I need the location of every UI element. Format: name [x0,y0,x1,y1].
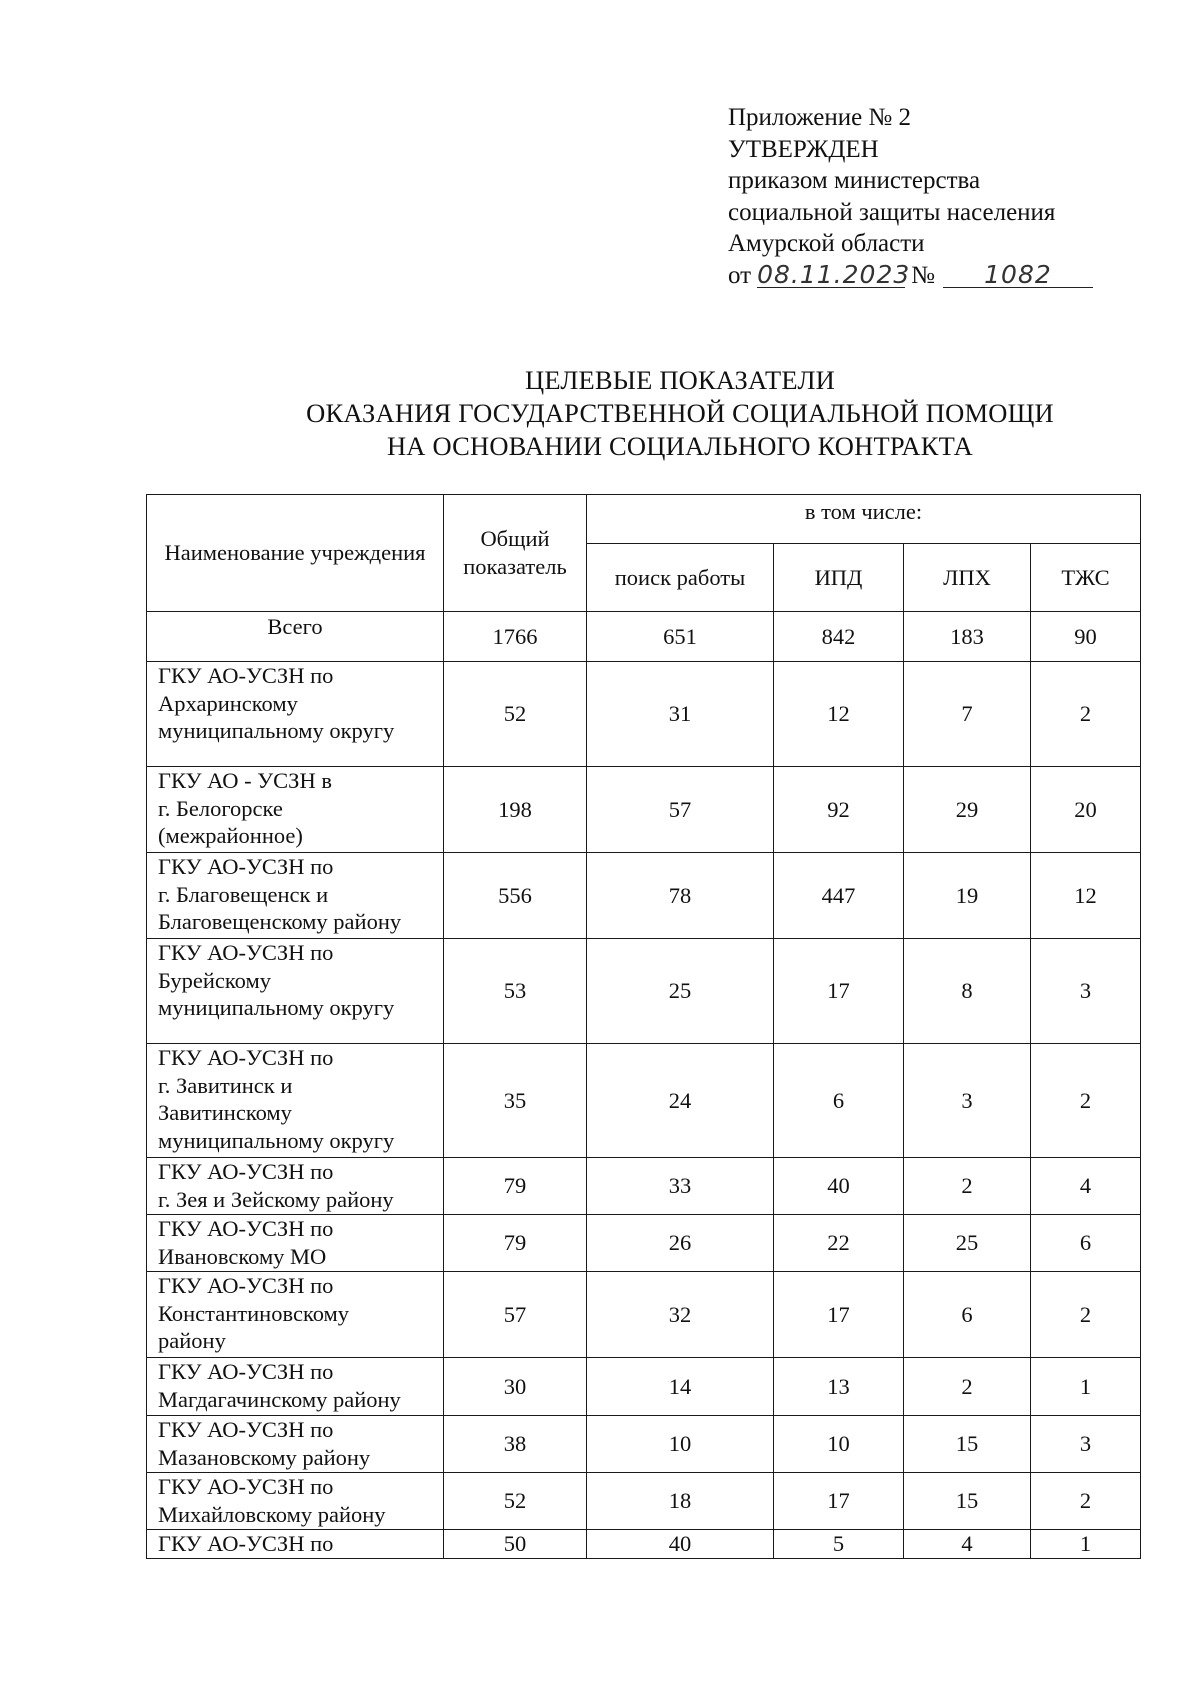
row-total: 198 [444,767,587,853]
handwritten-number: 1082 [943,263,1093,288]
header-total: Общий показатель [444,495,587,612]
row-ipd: 40 [774,1158,904,1215]
row-lph: 4 [904,1530,1031,1559]
order-line: приказом министерства [728,167,981,194]
table-row [147,1158,1141,1215]
appendix-label: Приложение № 2 [728,104,912,131]
row-name: ГКУ АО-УСЗН по Мазановскому району [147,1416,444,1473]
row-lph: 2 [904,1358,1031,1416]
table-row [147,1416,1141,1473]
table-row [147,1044,1141,1158]
indicators-table-wrapper [146,494,1141,1559]
table-row [147,939,1141,1044]
from-label: от [728,261,752,289]
row-tzhs: 12 [1031,853,1141,939]
row-job: 33 [587,1158,774,1215]
row-lph: 3 [904,1044,1031,1158]
row-job: 78 [587,853,774,939]
header-including: в том числе: [587,495,1141,544]
document-title [0,364,1200,463]
row-name: ГКУ АО-УСЗН по [147,1530,444,1559]
row-tzhs: 2 [1031,1473,1141,1530]
row-name: ГКУ АО-УСЗН по г. Зея и Зейскому району [147,1158,444,1215]
title-line-3: НА ОСНОВАНИИ СОЦИАЛЬНОГО КОНТРАКТА [386,431,974,461]
row-tzhs: 1 [1031,1530,1141,1559]
row-ipd: 17 [774,939,904,1044]
row-lph: 15 [904,1473,1031,1530]
row-ipd: 22 [774,1215,904,1272]
row-total: 79 [444,1215,587,1272]
row-ipd: 447 [774,853,904,939]
row-lph: 8 [904,939,1031,1044]
row-tzhs: 6 [1031,1215,1141,1272]
approved-label: УТВЕРЖДЕН [728,135,879,163]
row-total: 53 [444,939,587,1044]
row-ipd: 12 [774,662,904,767]
row-tzhs: 20 [1031,767,1141,853]
row-ipd: 10 [774,1416,904,1473]
header-ipd: ИПД [774,544,904,612]
row-job: 31 [587,662,774,767]
header-job-search: поиск работы [587,544,774,612]
row-name: ГКУ АО-УСЗН по Константиновскому району [147,1272,444,1358]
row-job: 26 [587,1215,774,1272]
ministry-line: социальной защиты населения [728,198,1056,226]
header-tzhs: ТЖС [1031,544,1141,612]
header-lph: ЛПХ [904,544,1031,612]
row-job: 18 [587,1473,774,1530]
row-lph: 6 [904,1272,1031,1358]
row-job: 40 [587,1530,774,1559]
row-ipd: 5 [774,1530,904,1559]
row-tzhs: 2 [1031,1044,1141,1158]
row-total: 52 [444,1473,587,1530]
row-lph: 7 [904,662,1031,767]
table-row [147,767,1141,853]
row-name: ГКУ АО-УСЗН по г. Благовещенск и Благовещенскому району [147,853,444,939]
title-line-1: ЦЕЛЕВЫЕ ПОКАЗАТЕЛИ [525,365,835,395]
table-row [147,1272,1141,1358]
table-row [147,662,1141,767]
table-row [147,1530,1141,1559]
row-tzhs: 2 [1031,662,1141,767]
row-job: 32 [587,1272,774,1358]
row-tzhs: 2 [1031,1272,1141,1358]
row-name: ГКУ АО-УСЗН по Михайловскому району [147,1473,444,1530]
row-job: 10 [587,1416,774,1473]
row-lph: 183 [904,612,1031,662]
row-tzhs: 1 [1031,1358,1141,1416]
row-total: 30 [444,1358,587,1416]
row-ipd: 17 [774,1272,904,1358]
row-name: ГКУ АО-УСЗН по Бурейскому муниципальному округу [147,939,444,1044]
row-job: 14 [587,1358,774,1416]
row-tzhs: 3 [1031,1416,1141,1473]
row-name: ГКУ АО - УСЗН в г. Белогорске (межрайонное) [147,767,444,853]
table-row [147,853,1141,939]
row-ipd: 92 [774,767,904,853]
row-total: 50 [444,1530,587,1559]
row-tzhs: 4 [1031,1158,1141,1215]
number-label: № [911,261,935,289]
row-lph: 15 [904,1416,1031,1473]
approval-block [728,102,1128,291]
indicators-table [146,494,1141,1559]
row-ipd: 6 [774,1044,904,1158]
row-total: 1766 [444,612,587,662]
row-tzhs: 3 [1031,939,1141,1044]
row-name: Всего [147,612,444,662]
handwritten-date: 08.11.2023 [757,259,911,289]
row-total: 556 [444,853,587,939]
date-number-line [728,260,1128,292]
row-total: 38 [444,1416,587,1473]
table-row [147,1358,1141,1416]
row-ipd: 842 [774,612,904,662]
row-job: 25 [587,939,774,1044]
row-ipd: 13 [774,1358,904,1416]
row-lph: 25 [904,1215,1031,1272]
row-name: ГКУ АО-УСЗН по Архаринскому муниципальному округу [147,662,444,767]
row-tzhs: 90 [1031,612,1141,662]
row-name: ГКУ АО-УСЗН по г. Завитинск и Завитинскому муниципальному округу [147,1044,444,1158]
table-row [147,1473,1141,1530]
row-ipd: 17 [774,1473,904,1530]
row-job: 24 [587,1044,774,1158]
row-lph: 19 [904,853,1031,939]
row-total: 35 [444,1044,587,1158]
region-line: Амурской области [728,230,925,257]
row-lph: 2 [904,1158,1031,1215]
row-job: 57 [587,767,774,853]
table-row [147,1215,1141,1272]
row-lph: 29 [904,767,1031,853]
row-total: 57 [444,1272,587,1358]
row-name: ГКУ АО-УСЗН по Ивановскому МО [147,1215,444,1272]
header-name: Наименование учреждения [147,495,444,612]
table-row-total [147,612,1141,662]
row-total: 52 [444,662,587,767]
row-name: ГКУ АО-УСЗН по Магдагачинскому району [147,1358,444,1416]
row-total: 79 [444,1158,587,1215]
row-job: 651 [587,612,774,662]
title-line-2: ОКАЗАНИЯ ГОСУДАРСТВЕННОЙ СОЦИАЛЬНОЙ ПОМОЩИ [306,398,1054,428]
